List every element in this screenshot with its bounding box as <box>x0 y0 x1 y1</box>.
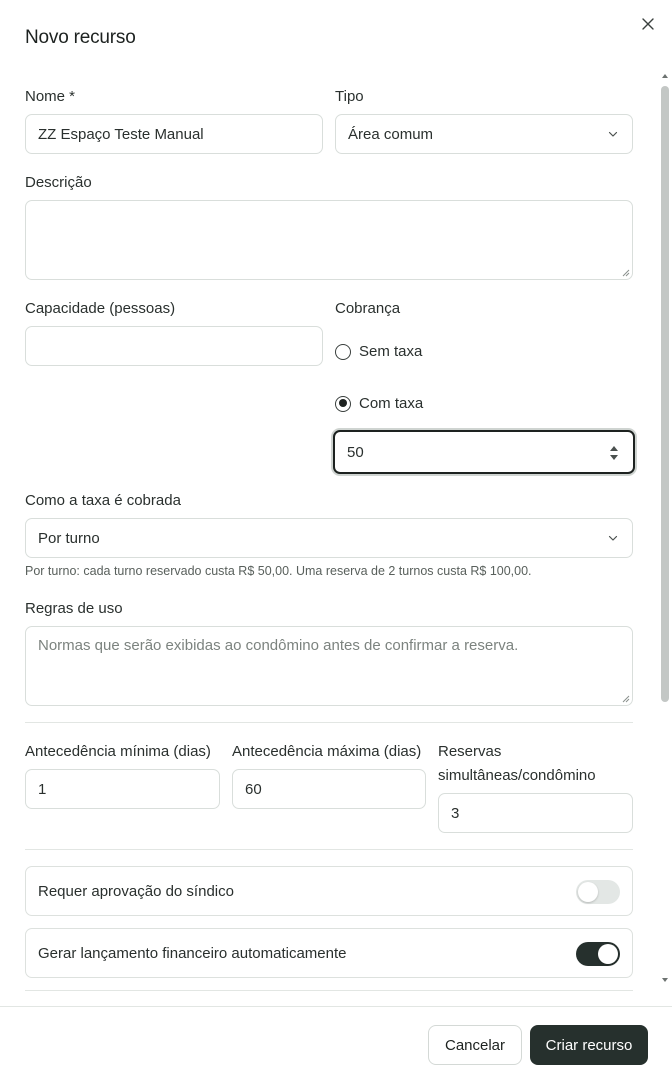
descricao-textarea[interactable] <box>25 200 633 280</box>
antecedencia-min-label: Antecedência mínima (dias) <box>25 743 211 760</box>
modo-cobranca-hint: Por turno: cada turno reservado custa R$ 50,00. Uma reserva de 2 turnos custa R$ 100,00. <box>25 564 532 578</box>
dialog-footer <box>0 1006 672 1080</box>
antecedencia-max-input[interactable] <box>232 769 426 809</box>
regras-textarea[interactable] <box>25 626 633 706</box>
radio-sem-taxa[interactable] <box>335 343 422 360</box>
antecedencia-max-value: 60 <box>245 780 262 798</box>
reservas-simultaneas-label-line2: simultâneas/condômino <box>438 767 596 784</box>
modo-cobranca-select[interactable] <box>25 518 633 558</box>
capacidade-input[interactable] <box>25 326 323 366</box>
aprovacao-switch[interactable] <box>576 880 620 904</box>
taxa-value: 50 <box>347 443 364 461</box>
section-divider <box>25 849 633 850</box>
switch-knob <box>578 882 598 902</box>
cobranca-label: Cobrança <box>335 300 401 317</box>
aprovacao-label: Requer aprovação do síndico <box>38 882 234 900</box>
modo-cobranca-label: Como a taxa é cobrada <box>25 492 181 509</box>
regras-placeholder: Normas que serão exibidas ao condômino antes de confirmar a reserva. <box>38 637 519 654</box>
chevron-down-icon <box>608 533 618 543</box>
reservas-simultaneas-value: 3 <box>451 804 460 822</box>
tipo-value: Área comum <box>348 125 434 143</box>
radio-com-taxa[interactable] <box>335 395 423 412</box>
aprovacao-toggle-row <box>25 866 633 916</box>
tipo-label: Tipo <box>335 88 364 105</box>
scrollbar[interactable] <box>659 70 671 988</box>
regras-label: Regras de uso <box>25 600 123 617</box>
reservas-simultaneas-input[interactable] <box>438 793 633 833</box>
antecedencia-min-input[interactable] <box>25 769 220 809</box>
section-divider <box>25 722 633 723</box>
radio-button-checked[interactable] <box>335 396 351 412</box>
dialog-title: Novo recurso <box>25 27 136 48</box>
lancamento-toggle-row <box>25 928 633 978</box>
nome-label: Nome * <box>25 88 76 105</box>
radio-button-unchecked[interactable] <box>335 344 351 360</box>
tipo-select[interactable] <box>335 114 633 154</box>
nome-value: ZZ Espaço Teste Manual <box>38 125 204 143</box>
create-resource-button[interactable]: Criar recurso <box>530 1025 648 1065</box>
descricao-label: Descrição <box>25 174 92 191</box>
scroll-down-arrow-icon[interactable] <box>661 976 669 984</box>
close-icon[interactable] <box>638 14 658 34</box>
lancamento-label: Gerar lançamento financeiro automaticamente <box>38 944 347 962</box>
nome-input[interactable] <box>25 114 323 154</box>
taxa-number-input[interactable] <box>333 430 635 474</box>
chevron-down-icon <box>608 129 618 139</box>
antecedencia-max-label: Antecedência máxima (dias) <box>232 743 422 760</box>
switch-knob <box>598 944 618 964</box>
radio-com-taxa-label: Com taxa <box>359 395 424 412</box>
resize-grip-icon[interactable] <box>622 695 630 703</box>
scroll-up-arrow-icon[interactable] <box>661 72 669 80</box>
lancamento-switch[interactable] <box>576 942 620 966</box>
modo-cobranca-value: Por turno <box>38 529 100 547</box>
scrollbar-thumb[interactable] <box>661 86 669 702</box>
spinner-arrows-icon[interactable] <box>609 445 619 461</box>
resize-grip-icon[interactable] <box>622 269 630 277</box>
cancel-button[interactable]: Cancelar <box>428 1025 522 1065</box>
section-divider <box>25 990 633 991</box>
antecedencia-min-value: 1 <box>38 780 47 798</box>
capacidade-label: Capacidade (pessoas) <box>25 300 176 317</box>
radio-sem-taxa-label: Sem taxa <box>359 343 423 360</box>
reservas-simultaneas-label-line1: Reservas <box>438 743 502 760</box>
